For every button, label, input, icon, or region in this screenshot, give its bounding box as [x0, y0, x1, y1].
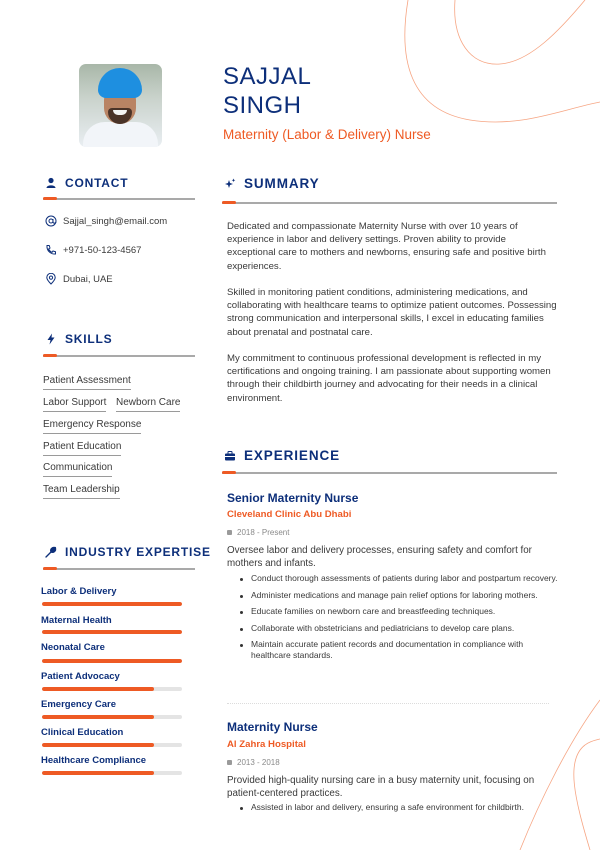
expertise-bar: [42, 687, 182, 691]
location-pin-icon: [45, 273, 57, 285]
phone-icon: [45, 244, 57, 256]
experience-heading: [224, 448, 340, 463]
decorative-curve-top-outer: [405, 0, 600, 122]
decorative-curve-top-inner: [455, 0, 585, 64]
expertise-bar: [42, 771, 182, 775]
expertise-bar: [42, 659, 182, 663]
skill-tag: Patient Assessment: [43, 375, 131, 390]
expertise-label: Emergency Care: [41, 699, 116, 710]
job-divider: [227, 703, 549, 704]
name-last: SINGH: [223, 92, 302, 119]
job-bullet: Assisted in labor and delivery, ensuring a safe environment for childbirth.: [251, 802, 561, 813]
calendar-icon: [227, 760, 232, 765]
rule-accent: [222, 471, 236, 474]
job-dates: [227, 758, 280, 767]
company-name: Al Zahra Hospital: [227, 739, 306, 750]
rule-accent: [43, 197, 57, 200]
contact-location-text: Dubai, UAE: [63, 273, 113, 285]
user-icon: [45, 177, 57, 189]
job-title: Senior Maternity Nurse: [227, 491, 359, 505]
wrench-icon: [45, 546, 57, 558]
contact-heading: [45, 176, 128, 190]
job-bullet: Educate families on newborn care and breastfeeding techniques.: [251, 606, 561, 617]
summary-title: SUMMARY: [244, 176, 320, 191]
summary-heading: [224, 176, 320, 191]
expertise-bar: [42, 602, 182, 606]
summary-paragraph: Dedicated and compassionate Maternity Nurse with over 10 years of experience in labor and delivery settings. Proven ability to provide exceptional care to mothers and newborns, ensuring safe and positive birth experiences.: [227, 221, 546, 272]
contact-rule: [43, 198, 195, 200]
expertise-bar: [42, 743, 182, 747]
contact-email[interactable]: [45, 215, 167, 227]
skills-title: SKILLS: [65, 332, 113, 346]
company-name: Cleveland Clinic Abu Dhabi: [227, 509, 352, 520]
skill-tag: Team Leadership: [43, 484, 120, 499]
summary-rule: [222, 202, 557, 204]
summary-paragraph: My commitment to continuous professional development is reflected in my certifications and ongoing training. I am passionate about supporting women through their childbirth journey and advocating for their needs in a clinical environment.: [227, 353, 551, 404]
contact-phone[interactable]: [45, 244, 141, 256]
contact-phone-text: +971-50-123-4567: [63, 244, 142, 256]
skill-tag: Communication: [43, 462, 112, 477]
photo-turban: [98, 68, 142, 98]
job-role: Maternity (Labor & Delivery) Nurse: [223, 127, 431, 142]
expertise-bar-fill: [42, 687, 154, 691]
rule-accent: [43, 354, 57, 357]
skill-tag: Newborn Care: [116, 397, 180, 412]
rule-accent: [222, 201, 236, 204]
expertise-bar-fill: [42, 659, 182, 663]
calendar-icon: [227, 530, 232, 535]
job-title: Maternity Nurse: [227, 720, 318, 734]
expertise-label: Healthcare Compliance: [41, 755, 147, 766]
skill-tag: Patient Education: [43, 441, 121, 456]
expertise-bar: [42, 630, 182, 634]
job-bullet: Conduct thorough assessments of patients during labor and postpartum recovery.: [251, 573, 561, 584]
skill-tag: Emergency Response: [43, 419, 141, 434]
expertise-bar-fill: [42, 630, 182, 634]
at-icon: [45, 215, 57, 227]
job-bullet: Collaborate with obstetricians and pediatricians to develop care plans.: [251, 623, 561, 634]
expertise-label: Patient Advocacy: [41, 671, 120, 682]
sparkle-icon: [224, 178, 236, 190]
decorative-curve-bottom-inner: [574, 739, 600, 850]
expertise-bar-fill: [42, 743, 154, 747]
expertise-label: Labor & Delivery: [41, 586, 117, 597]
expertise-bar: [42, 715, 182, 719]
job-dates-text: 2013 - 2018: [237, 758, 280, 767]
photo-shirt: [83, 122, 158, 147]
expertise-bar-fill: [42, 602, 182, 606]
expertise-bar-fill: [42, 715, 154, 719]
job-description: Provided high-quality nursing care in a busy maternity unit, focusing on patient-centered practices.: [227, 775, 535, 799]
expertise-title: INDUSTRY EXPERTISE: [65, 545, 211, 559]
expertise-heading: [45, 545, 211, 559]
expertise-bar-fill: [42, 771, 154, 775]
job-dates-text: 2018 - Present: [237, 528, 290, 537]
job-bullet: Maintain accurate patient records and documentation in compliance with healthcare standards.: [251, 639, 561, 661]
expertise-label: Neonatal Care: [41, 642, 105, 653]
job-description: Oversee labor and delivery processes, ensuring safety and comfort for mothers and infants.: [227, 545, 532, 569]
briefcase-icon: [224, 450, 236, 462]
skills-heading: [45, 332, 112, 346]
experience-rule: [222, 472, 557, 474]
summary-paragraph: Skilled in monitoring patient conditions, administering medications, and collaborating with healthcare teams to optimize patient outcomes. Possessing strong communication and interpersonal skills, I excel in educating families about prenatal and postnatal care.: [227, 287, 557, 338]
experience-title: EXPERIENCE: [244, 448, 341, 463]
expertise-label: Clinical Education: [41, 727, 124, 738]
name-first: SAJJAL: [223, 63, 312, 90]
job-dates: [227, 528, 289, 537]
job-bullets: [251, 573, 561, 667]
contact-email-text: Sajjal_singh@email.com: [63, 215, 168, 227]
skill-tag: Labor Support: [43, 397, 106, 412]
job-bullet: Administer medications and manage pain relief options for laboring mothers.: [251, 590, 561, 601]
rule-accent: [43, 567, 57, 570]
contact-title: CONTACT: [65, 176, 129, 190]
expertise-label: Maternal Health: [41, 615, 112, 626]
contact-location: [45, 273, 113, 285]
profile-photo: [79, 64, 162, 147]
skills-rule: [43, 355, 195, 357]
expertise-rule: [43, 568, 195, 570]
candidate-name: [223, 62, 311, 120]
job-bullets: [251, 802, 561, 819]
lightning-icon: [45, 333, 57, 345]
